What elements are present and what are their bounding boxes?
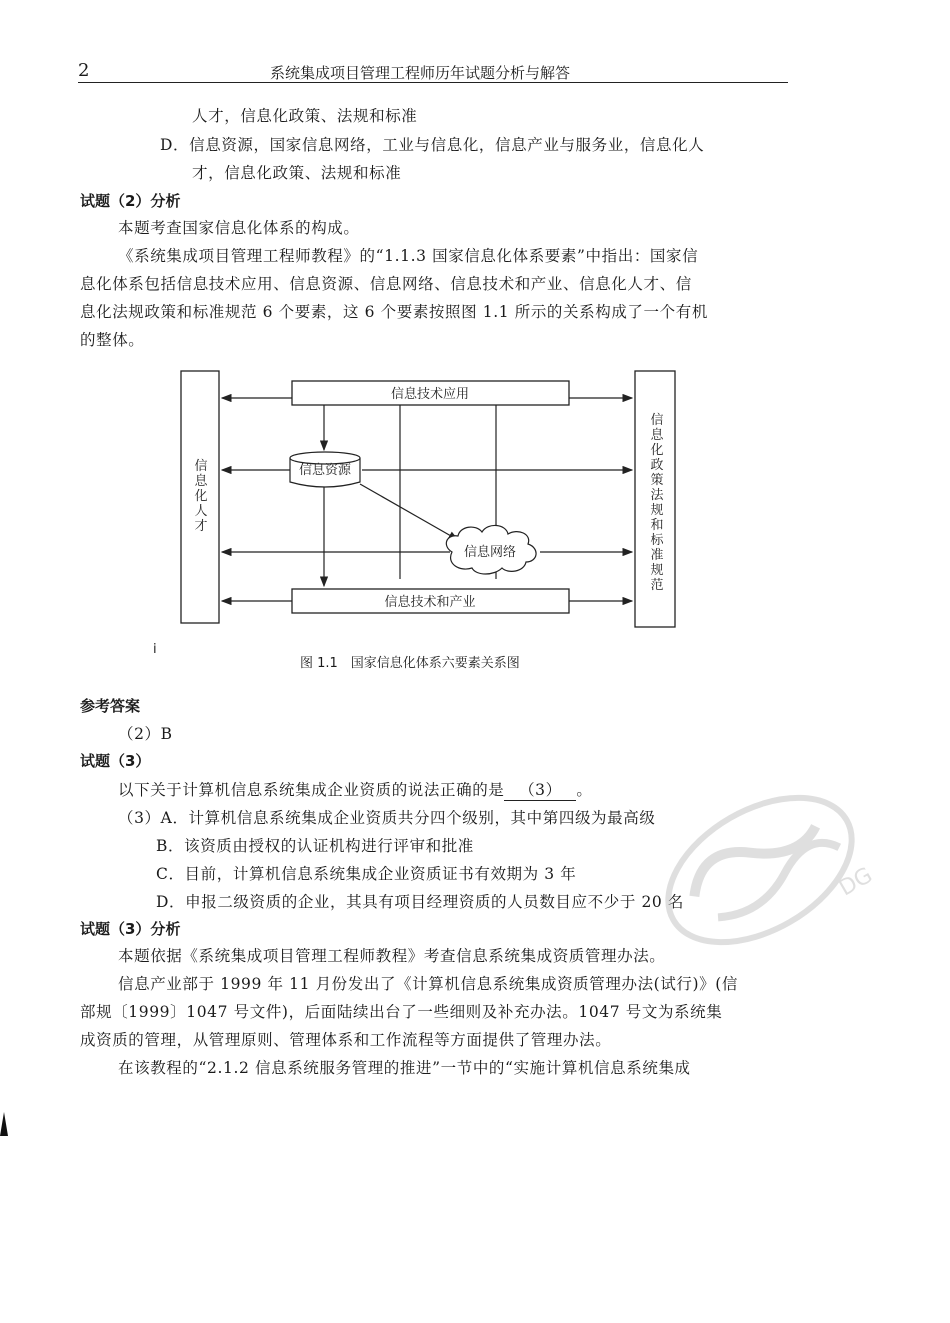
svg-text:化: 化 <box>650 443 664 458</box>
analysis-3-intro: 本题依据《系统集成项目管理工程师教程》考查信息系统集成资质管理办法。 <box>118 947 666 965</box>
svg-text:准: 准 <box>650 548 664 563</box>
svg-text:才: 才 <box>194 519 208 534</box>
analysis-2-intro: 本题考查国家信息化体系的构成。 <box>118 219 360 237</box>
stray-mark: i <box>153 642 157 657</box>
talent-label <box>194 458 208 534</box>
option-d-line1: D．信息资源，国家信息网络，工业与信息化，信息产业与服务业，信息化人 <box>160 136 705 154</box>
option-a: （3）A．计算机信息系统集成企业资质共分四个级别，其中第四级为最高级 <box>118 809 656 827</box>
svg-text:DG: DG <box>834 862 877 902</box>
answer-value: （2）B <box>118 725 173 743</box>
option-d-line2: 才，信息化政策、法规和标准 <box>192 164 402 182</box>
svg-text:政: 政 <box>650 458 664 473</box>
margin-mark <box>0 1112 8 1136</box>
svg-text:人: 人 <box>194 504 208 519</box>
svg-text:范: 范 <box>650 578 664 593</box>
analysis-2-para-line3: 息化法规政策和标准规范 6 个要素，这 6 个要素按照图 1.1 所示的关系构成了一个有机 <box>80 303 708 321</box>
svg-text:法: 法 <box>650 488 664 503</box>
analysis-3-para-line2: 部规〔1999〕1047 号文件)，后面陆续出台了一些细则及补充办法。1047 号文为系统集 <box>80 1003 723 1021</box>
svg-text:息: 息 <box>650 428 664 443</box>
svg-text:和: 和 <box>650 518 664 533</box>
running-title: 系统集成项目管理工程师历年试题分析与解答 <box>270 64 571 82</box>
svg-text:化: 化 <box>194 489 208 504</box>
svg-text:规: 规 <box>650 503 664 518</box>
page-number: 2 <box>78 60 90 81</box>
question-3-stem <box>118 778 593 801</box>
policy-label <box>650 412 664 593</box>
answer-heading: 参考答案 <box>80 697 141 715</box>
option-b: B．该资质由授权的认证机构进行评审和批准 <box>156 837 474 855</box>
header-rule <box>78 82 788 83</box>
tech-app-label: 信息技术应用 <box>390 387 470 402</box>
analysis-2-para-line2: 息化体系包括信息技术应用、信息资源、信息网络、信息技术和产业、信息化人才、信 <box>80 275 692 293</box>
option-c-continuation: 人才，信息化政策、法规和标准 <box>192 107 418 125</box>
question-3-blank: （3） <box>504 778 576 801</box>
option-d: D．申报二级资质的企业，其具有项目经理资质的人员数目应不少于 20 名 <box>156 893 685 911</box>
figure-caption: 图 1.1 国家信息化体系六要素关系图 <box>300 656 520 671</box>
option-c: C．目前，计算机信息系统集成企业资质证书有效期为 3 年 <box>156 865 577 883</box>
analysis-3-para-line3: 成资质的管理，从管理原则、管理体系和工作流程等方面提供了管理办法。 <box>80 1031 612 1049</box>
svg-text:策: 策 <box>650 473 664 488</box>
analysis-3-para-line1: 信息产业部于 1999 年 11 月份发出了《计算机信息系统集成资质管理办法(试行)》(信 <box>118 975 739 993</box>
network-label: 信息网络 <box>463 545 517 560</box>
informatization-diagram <box>140 360 700 680</box>
svg-text:规: 规 <box>650 563 664 578</box>
resources-label: 信息资源 <box>298 463 352 478</box>
analysis-3-para-line4: 在该教程的“2.1.2 信息系统服务管理的推进”一节中的“实施计算机信息系统集成 <box>118 1059 691 1077</box>
svg-text:息: 息 <box>194 474 208 489</box>
industry-label: 信息技术和产业 <box>384 595 476 610</box>
svg-text:信: 信 <box>194 459 208 474</box>
svg-text:信: 信 <box>650 413 664 428</box>
question-3-end: 。 <box>576 781 593 799</box>
question-3-heading: 试题（3） <box>80 752 151 770</box>
analysis-2-para-line1: 《系统集成项目管理工程师教程》的“1.1.3 国家信息化体系要素”中指出：国家信 <box>118 247 699 265</box>
analysis-2-para-line4: 的整体。 <box>80 331 145 349</box>
analysis-2-heading: 试题（2）分析 <box>80 192 181 210</box>
question-3-text: 以下关于计算机信息系统集成企业资质的说法正确的是 <box>118 781 505 799</box>
analysis-3-heading: 试题（3）分析 <box>80 920 181 938</box>
svg-text:标: 标 <box>650 533 664 548</box>
